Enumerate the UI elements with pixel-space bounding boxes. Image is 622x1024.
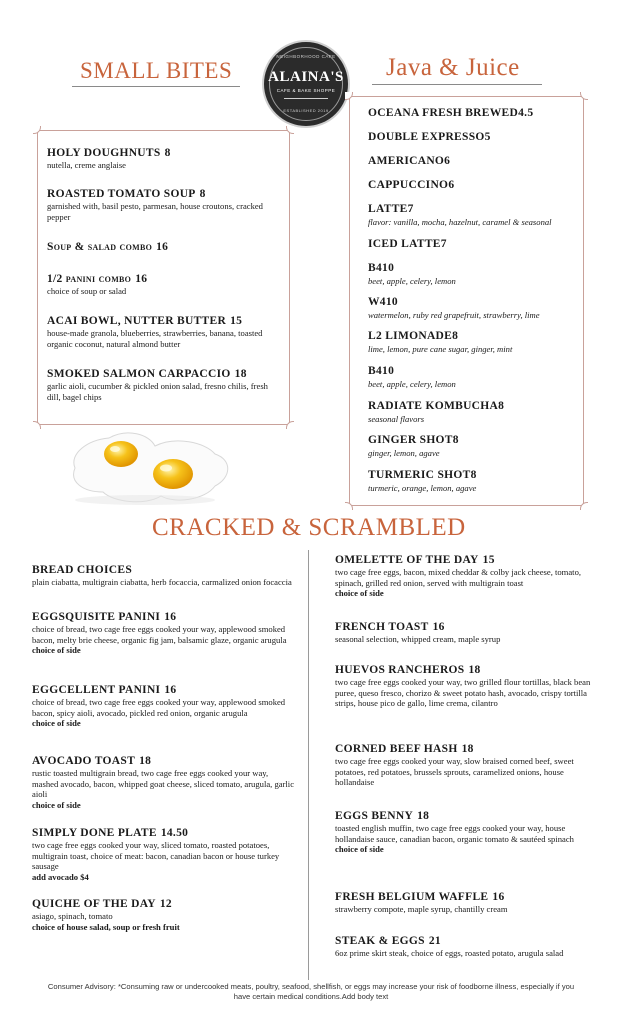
menu-item-price: 10 (385, 296, 398, 308)
menu-item-extra: choice of side (32, 718, 81, 729)
menu-item-name (32, 826, 294, 840)
item-name-text: CAPPUCCINO (368, 179, 449, 191)
menu-item-description: garlic aioli, cucumber & pickled onion salad, fresno chilis, fresh dill, bagel chips (47, 381, 268, 402)
item-name-text: B4 (368, 365, 383, 377)
menu-item (335, 742, 597, 788)
item-name-text: FRENCH TOAST (335, 621, 429, 633)
menu-item-name (47, 272, 279, 286)
menu-item (335, 890, 597, 915)
menu-item-description: beet, apple, celery, lemon (368, 276, 456, 286)
menu-item-price: 14.50 (160, 827, 189, 839)
menu-item (47, 187, 279, 222)
menu-item (47, 240, 279, 254)
item-name-text: W4 (368, 296, 386, 308)
menu-item-price: 7 (440, 238, 447, 250)
menu-item-price: 7 (407, 203, 414, 215)
item-name-text: GINGER SHOT (368, 434, 453, 446)
menu-item-extra: choice of side (32, 645, 81, 656)
item-name-text: EGGS BENNY (335, 810, 414, 822)
menu-item (368, 130, 578, 144)
menu-item-price: 16 (432, 621, 445, 633)
menu-item-description: two cage free eggs cooked your way, two grilled flour tortillas, black bean puree, queso fresco, chorizo & sweet potato hash, avocado, crispy tortilla strips, house pico de gallo, lime crema, cilantro (335, 677, 591, 709)
menu-item (32, 826, 294, 882)
menu-item-name (368, 237, 578, 251)
menu-item-name (32, 563, 294, 577)
menu-item-description: two cage free eggs cooked your way, slow braised corned beef, sweet potatoes, red potatoes, brussels sprouts, caramelized onions, house hollandaise (335, 756, 574, 788)
item-name-text: DOUBLE EXPRESSO (368, 131, 485, 143)
menu-item (47, 367, 279, 402)
item-name-text: AVOCADO TOAST (32, 755, 136, 767)
menu-item-description: toasted english muffin, two cage free eggs cooked your way, house hollandaise sauce, canadian bacon, organic tomato & sautéed spinach (335, 823, 574, 844)
menu-item-name (335, 620, 597, 634)
menu-item-name (335, 809, 597, 823)
menu-item-name (368, 106, 578, 120)
menu-item (335, 809, 597, 855)
menu-item-extra: choice of house salad, soup or fresh fruit (32, 921, 180, 932)
menu-item-description: beet, apple, celery, lemon (368, 379, 456, 389)
menu-item (335, 620, 597, 645)
menu-item-description: choice of bread, two cage free eggs cooked your way, applewood smoked bacon, melty brie cheese, organic fig jam, balsamic glaze, organic arugula (32, 624, 287, 645)
menu-item (368, 106, 578, 120)
logo-divider (284, 98, 328, 99)
java-juice-title-rule (372, 84, 542, 85)
menu-item (368, 202, 578, 228)
menu-item-description: lime, lemon, pure cane sugar, ginger, mint (368, 344, 513, 354)
menu-item (368, 154, 578, 168)
menu-item-name (368, 329, 578, 343)
menu-item-description: seasonal selection, whipped cream, maple syrup (335, 634, 501, 644)
item-name-text: 1/2 panini combo (47, 273, 132, 285)
item-name-text: QUICHE OF THE DAY (32, 898, 156, 910)
menu-item-name (368, 154, 578, 168)
logo-arc-text: NEIGHBORHOOD CAFE (276, 54, 336, 59)
item-name-text: ACAI BOWL, NUTTER BUTTER (47, 315, 227, 327)
item-name-text: STEAK & EGGS (335, 935, 425, 947)
menu-item (368, 329, 578, 355)
menu-item (32, 563, 294, 588)
item-name-text: TURMERIC SHOT (368, 469, 471, 481)
menu-item-name (368, 130, 578, 144)
menu-item-name (32, 683, 294, 697)
menu-item-name (47, 187, 279, 201)
menu-item-price: 16 (135, 273, 148, 285)
menu-item-price: 15 (230, 315, 243, 327)
menu-item-name (47, 367, 279, 381)
menu-item-name (47, 240, 279, 254)
menu-item (47, 272, 279, 297)
small-bites-title-rule (72, 86, 240, 87)
menu-item (47, 146, 279, 171)
item-name-text: RADIATE KOMBUCHA (368, 400, 499, 412)
item-name-text: L2 LIMONADE (368, 330, 453, 342)
menu-item (335, 663, 597, 709)
menu-item-name (368, 364, 578, 378)
menu-item (368, 468, 578, 494)
menu-item-description: rustic toasted multigrain bread, two cage free eggs cooked your way, mashed avocado, bacon, whipped goat cheese, sliced tomato, arugula, garlic aioli (32, 768, 295, 800)
column-divider (308, 550, 309, 980)
menu-item-description: choice of bread, two cage free eggs cooked your way, applewood smoked bacon, spicy aioli, avocado, pickled red onion, organic arugula (32, 697, 286, 718)
consumer-advisory: Consumer Advisory: *Consuming raw or undercooked meats, poultry, seafood, shellfish, or eggs may increase your risk of foodborne illness, especially if you have certain medical conditions.Add body text (47, 982, 575, 1001)
menu-item-price: 18 (417, 810, 430, 822)
menu-item-price: 12 (159, 898, 172, 910)
menu-item-price: 8 (452, 330, 459, 342)
menu-item-name (335, 890, 597, 904)
menu-item-price: 8 (452, 434, 459, 446)
item-name-text: ROASTED TOMATO SOUP (47, 188, 196, 200)
menu-item-name (368, 399, 578, 413)
menu-item-description: two cage free eggs cooked your way, sliced tomato, roasted potatoes, multigrain toast, choice of meat: bacon, canadian bacon or house turkey sausage (32, 840, 280, 872)
menu-item (368, 261, 578, 287)
item-name-text: HUEVOS RANCHEROS (335, 664, 465, 676)
menu-item-price: 6 (448, 179, 455, 191)
menu-item (32, 683, 294, 729)
logo-established: ESTABLISHED 2019 (283, 108, 329, 113)
menu-item-description: nutella, creme anglaise (47, 160, 126, 170)
menu-item-description: choice of soup or salad (47, 286, 127, 296)
menu-item-price: 18 (139, 755, 152, 767)
item-name-text: EGGCELLENT PANINI (32, 684, 161, 696)
menu-item-price: 5 (484, 131, 491, 143)
menu-item-description: two cage free eggs, bacon, mixed cheddar & colby jack cheese, tomato, spinach, grilled red onion, served with multigrain toast (335, 567, 582, 588)
java-juice-title: Java & Juice (386, 54, 520, 81)
menu-item (368, 364, 578, 390)
menu-item-price: 15 (482, 554, 495, 566)
menu-item-description: seasonal flavors (368, 414, 425, 424)
small-bites-title: SMALL BITES (80, 58, 233, 83)
menu-item-price: 4.5 (518, 107, 534, 119)
menu-item-price: 8 (498, 400, 505, 412)
menu-item-name (335, 742, 597, 756)
menu-item-price: 10 (382, 365, 395, 377)
menu-item-name (368, 202, 578, 216)
item-name-text: OMELETTE OF THE DAY (335, 554, 479, 566)
item-name-text: CORNED BEEF HASH (335, 743, 458, 755)
menu-item-name (32, 610, 294, 624)
menu-item-description: house-made granola, blueberries, strawberries, banana, toasted organic coconut, natural almond butter (47, 328, 263, 349)
logo-tagline: CAFE & BAKE SHOPPE (276, 88, 336, 93)
menu-item (335, 934, 597, 959)
menu-item (32, 610, 294, 656)
menu-item-name (47, 146, 279, 160)
item-name-text: HOLY DOUGHNUTS (47, 147, 161, 159)
item-name-text: BREAD CHOICES (32, 564, 133, 576)
menu-item-name (47, 314, 279, 328)
menu-item-price: 8 (470, 469, 477, 481)
menu-item-name (368, 295, 578, 309)
menu-item (368, 295, 578, 321)
item-name-text: B4 (368, 262, 383, 274)
menu-item-price: 10 (382, 262, 395, 274)
menu-item-description: strawberry compote, maple syrup, chantilly cream (335, 904, 508, 914)
fried-eggs-icon (65, 420, 235, 510)
menu-item-description: plain ciabatta, multigrain ciabatta, herb focaccia, carmalized onion focaccia (32, 577, 292, 587)
menu-item-name (368, 178, 578, 192)
menu-item-price: 16 (164, 684, 177, 696)
menu-item-name (32, 897, 294, 911)
menu-item-extra: choice of side (335, 588, 384, 599)
menu-item (32, 754, 294, 810)
logo-name: ALAINA'S (268, 69, 344, 85)
menu-item-name (335, 553, 597, 567)
menu-item-price: 6 (444, 155, 451, 167)
menu-item-name (32, 754, 294, 768)
menu-item-price: 16 (164, 611, 177, 623)
menu-item-description: flavor: vanilla, mocha, hazelnut, caramel & seasonal (368, 217, 552, 227)
menu-item (368, 433, 578, 459)
menu-item (47, 314, 279, 349)
menu-item (368, 178, 578, 192)
menu-item-extra: choice of side (32, 799, 81, 810)
item-name-text: LATTE (368, 203, 408, 215)
item-name-text: FRESH BELGIUM WAFFLE (335, 891, 489, 903)
item-name-text: SIMPLY DONE PLATE (32, 827, 157, 839)
menu-item-extra: choice of side (335, 844, 384, 855)
menu-item-description: watermelon, ruby red grapefruit, strawberry, lime (368, 310, 540, 320)
menu-item-name (368, 468, 578, 482)
menu-item-name (335, 934, 597, 948)
menu-item-description: asiago, spinach, tomato (32, 911, 113, 921)
menu-item-name (368, 261, 578, 275)
menu-item-extra: add avocado $4 (32, 871, 89, 882)
cafe-logo (262, 40, 350, 128)
menu-item (368, 399, 578, 425)
menu-item-price: 18 (468, 664, 481, 676)
menu-item-description: turmeric, orange, lemon, agave (368, 483, 477, 493)
menu-item-price: 18 (234, 368, 247, 380)
item-name-text: OCEANA FRESH BREWED (368, 107, 519, 119)
menu-item (32, 897, 294, 932)
menu-item-price: 16 (156, 241, 169, 253)
menu-item-description: ginger, lemon, agave (368, 448, 440, 458)
menu-item-price: 18 (461, 743, 474, 755)
item-name-text: ICED LATTE (368, 238, 441, 250)
cracked-scrambled-title: CRACKED & SCRAMBLED (152, 514, 466, 541)
menu-item-price: 16 (492, 891, 505, 903)
menu-item (335, 553, 597, 599)
menu-item (368, 237, 578, 251)
menu-item-price: 8 (164, 147, 171, 159)
item-name-text: AMERICANO (368, 155, 445, 167)
menu-item-description: garnished with, basil pesto, parmesan, house croutons, cracked pepper (47, 201, 263, 222)
item-name-text: EGGSQUISITE PANINI (32, 611, 161, 623)
item-name-text: SMOKED SALMON CARPACCIO (47, 368, 231, 380)
menu-item-name (368, 433, 578, 447)
menu-item-description: 6oz prime skirt steak, choice of eggs, roasted potato, arugula salad (335, 948, 564, 958)
menu-item-price: 8 (199, 188, 206, 200)
item-name-text: Soup & salad combo (47, 241, 153, 253)
menu-item-name (335, 663, 597, 677)
menu-item-price: 21 (428, 935, 441, 947)
